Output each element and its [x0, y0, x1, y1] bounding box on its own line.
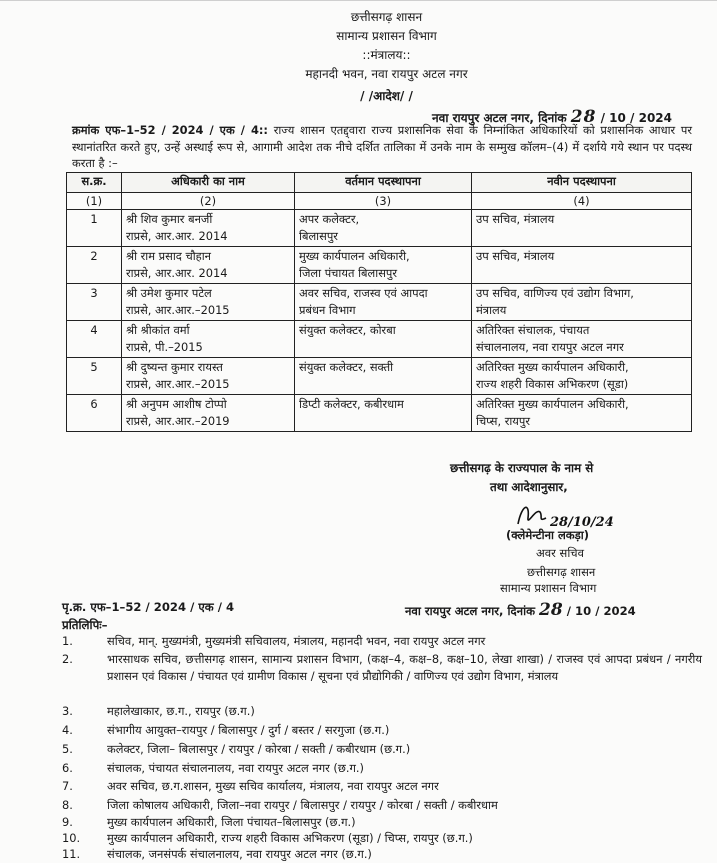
officer-service: राप्रसे, पी.–2015 [126, 340, 203, 354]
header-address: महानदी भवन, नवा रायपुर अटल नगर [305, 67, 468, 81]
serial-cell: 3 [67, 284, 122, 321]
order-body: राज्य शासन एतद्द्वारा राज्य प्रशासनिक सेवा के निम्नांकित अधिकारियों को प्रशासनिक आधार पर स्थानांतरित करते हुए, उन्हें अस्थाई रूप से, आगामी आदेश तक नीचे दर्शित तालिका में उनके नाम के सम्मुख कॉलम–(4) में दर्शाये गये स्थान पर पदस्थ करता है :– [72, 123, 692, 170]
index-cell: (3) [295, 193, 472, 210]
copy-number: 5. [62, 742, 73, 756]
new-post-cell [472, 284, 692, 321]
col-serial-header: स.क्र. [67, 173, 122, 193]
signatory-name: (क्लेमेन्टीना लकड़ा) [506, 528, 589, 542]
governor-line-2: तथा आदेशानुसार, [490, 480, 568, 494]
governor-line-1: छत्तीसगढ़ के राज्यपाल के नाम से [450, 461, 594, 475]
new-post-line: संचालनालय, नवा रायपुर अटल नगर [476, 340, 624, 354]
signatory-designation: अवर सचिव [536, 546, 584, 560]
new-post-cell [472, 210, 692, 247]
endorsement-date-day: 28 [539, 600, 563, 620]
officer-service: राप्रसे, आर.आर.–2015 [126, 377, 230, 391]
current-post-line: संयुक्त कलेक्टर, सक्ती [299, 360, 394, 374]
current-post-cell [295, 395, 472, 432]
officer-cell [122, 284, 295, 321]
copy-text: भारसाधक सचिव, छत्तीसगढ़ शासन, सामान्य प्रशासन विभाग, (कक्ष–4, कक्ष–8, कक्ष–10, लेखा शाखा) / राजस्व एवं आपदा प्रबंधन / नगरीय प्रशासन एवं विकास / पंचायत एवं ग्रामीण विकास / सूचना एवं प्रौद्योगिकी / वाणिज्य एवं उद्योग विभाग, मंत्रालय [107, 652, 702, 683]
copy-text: महालेखाकार, छ.ग., रायपुर (छ.ग.) [107, 704, 255, 718]
new-post-line: राज्य शहरी विकास अभिकरण (सूडा) [476, 377, 629, 391]
header-order-title: / /आदेश/ / [360, 89, 413, 103]
col-current-header: वर्तमान पदस्थापना [295, 173, 472, 193]
endorsement-date-prefix: नवा रायपुर अटल नगर, दिनांक [405, 604, 535, 618]
new-post-line: चिप्स, रायपुर [476, 414, 531, 428]
new-post-line: अतिरिक्त मुख्य कार्यपालन अधिकारी, [476, 360, 629, 374]
serial-cell: 1 [67, 210, 122, 247]
copy-text: संचालक, पंचायत संचालनालय, नवा रायपुर अटल नगर (छ.ग.) [107, 761, 364, 775]
order-date-day: 28 [570, 107, 597, 127]
officer-service: राप्रसे, आर.आर. 2014 [126, 229, 228, 243]
serial-cell: 2 [67, 247, 122, 284]
current-post-cell [295, 321, 472, 358]
current-post-cell [295, 284, 472, 321]
table-index-row [67, 193, 692, 210]
current-post-line: मुख्य कार्यपालन अधिकारी, [299, 249, 410, 263]
endorsement-reference: पृ.क्र. एफ–1–52 / 2024 / एक / 4 [62, 600, 235, 614]
table-row [67, 247, 692, 284]
copy-text: संचालक, जनसंपर्क संचालनालय, नवा रायपुर अटल नगर (छ.ग.) [107, 847, 372, 861]
officer-name: श्री राम प्रसाद चौहान [126, 249, 211, 263]
officer-name: श्री शिव कुमार बनर्जी [126, 212, 213, 226]
new-post-line: मंत्रालय [476, 303, 507, 317]
table-row [67, 321, 692, 358]
order-paragraph [72, 122, 692, 172]
officer-name: श्री उमेश कुमार पटेल [126, 286, 212, 300]
officer-cell [122, 321, 295, 358]
current-post-line: अपर कलेक्टर, [299, 212, 360, 226]
current-post-line: जिला पंचायत बिलासपुर [299, 266, 398, 280]
table-row [67, 395, 692, 432]
new-post-line: अतिरिक्त संचालक, पंचायत [476, 323, 590, 337]
copy-number: 7. [62, 779, 73, 793]
copy-number: 6. [62, 761, 73, 775]
current-post-line: डिप्टी कलेक्टर, कबीरधाम [299, 397, 404, 411]
copy-text: सचिव, मान्. मुख्यमंत्री, मुख्यमंत्री सचिवालय, मंत्रालय, महानदी भवन, नवा रायपुर अटल नगर [107, 634, 486, 648]
current-post-line: प्रबंधन विभाग [299, 303, 356, 317]
officer-service: राप्रसे, आर.आर.–2019 [126, 414, 230, 428]
signature-scribble [512, 498, 632, 532]
copy-text: अवर सचिव, छ.ग.शासन, मुख्य सचिव कार्यालय, मंत्रालय, नवा रायपुर अटल नगर [107, 779, 439, 793]
table-header-row [67, 173, 692, 193]
governor-authority [450, 459, 593, 497]
copy-number: 9. [62, 815, 73, 829]
officer-cell [122, 247, 295, 284]
current-post-cell [295, 358, 472, 395]
order-reference: क्रमांक एफ–1–52 / 2024 / एक / 4:: [72, 123, 268, 137]
officer-service: राप्रसे, आर.आर. 2014 [126, 266, 228, 280]
officer-name: श्री अनुपम आशीष टोप्पो [126, 397, 227, 411]
table-row [67, 284, 692, 321]
top-edge [0, 0, 717, 1]
copy-number: 10. [62, 831, 81, 845]
serial-cell: 6 [67, 395, 122, 432]
new-post-cell [472, 247, 692, 284]
table-row [67, 358, 692, 395]
officer-cell [122, 358, 295, 395]
col-officer-header: अधिकारी का नाम [122, 173, 295, 193]
signatory-department: सामान्य प्रशासन विभाग [500, 581, 597, 595]
new-post-cell [472, 358, 692, 395]
copy-to-label: प्रतिलिपिः– [62, 618, 108, 632]
new-post-line: उप सचिव, वाणिज्य एवं उद्योग विभाग, [476, 286, 634, 300]
current-post-line: अवर सचिव, राजस्व एवं आपदा [299, 286, 428, 300]
col-new-header: नवीन पदस्थापना [472, 173, 692, 193]
signature-date: 28/10/24 [550, 515, 614, 530]
copy-number: 2. [62, 652, 73, 666]
copy-text: कलेक्टर, जिला– बिलासपुर / रायपुर / कोरबा / सक्ती / कबीरधाम (छ.ग.) [107, 742, 411, 756]
header-department: सामान्य प्रशासन विभाग [336, 29, 437, 43]
copy-text: संभागीय आयुक्त–रायपुर / बिलासपुर / दुर्ग / बस्तर / सरगुजा (छ.ग.) [107, 723, 390, 737]
header-state: छत्तीसगढ़ शासन [350, 10, 423, 24]
order-date-rest: / 10 / 2024 [600, 111, 673, 125]
new-post-cell [472, 395, 692, 432]
table-row [67, 210, 692, 247]
transfer-table [66, 172, 692, 432]
index-cell: (2) [122, 193, 295, 210]
header-ministry: ::मंत्रालय:: [362, 48, 411, 62]
index-cell: (4) [472, 193, 692, 210]
officer-name: श्री श्रीकांत वर्मा [126, 323, 190, 337]
new-post-cell [472, 321, 692, 358]
new-post-line: अतिरिक्त मुख्य कार्यपालन अधिकारी, [476, 397, 629, 411]
new-post-line: उप सचिव, मंत्रालय [476, 212, 555, 226]
new-post-line: उप सचिव, मंत्रालय [476, 249, 555, 263]
current-post-cell [295, 247, 472, 284]
serial-cell: 5 [67, 358, 122, 395]
current-post-line: संयुक्त कलेक्टर, कोरबा [299, 323, 396, 337]
officer-name: श्री दुष्यन्त कुमार रायस्त [126, 360, 223, 374]
signatory-org: छत्तीसगढ़ शासन [527, 565, 596, 579]
copy-number: 8. [62, 798, 73, 812]
current-post-cell [295, 210, 472, 247]
officer-cell [122, 210, 295, 247]
endorsement-date [405, 600, 636, 620]
officer-cell [122, 395, 295, 432]
copy-number: 3. [62, 704, 73, 718]
officer-service: राप्रसे, आर.आर.–2015 [126, 303, 230, 317]
copy-number: 11. [62, 847, 81, 861]
copy-number: 1. [62, 634, 73, 648]
endorsement-date-rest: / 10 / 2024 [566, 604, 636, 618]
copy-text: मुख्य कार्यपालन अधिकारी, जिला पंचायत–बिलासपुर (छ.ग.) [107, 815, 356, 829]
serial-cell: 4 [67, 321, 122, 358]
copy-number: 4. [62, 723, 73, 737]
signature-stroke [518, 507, 546, 524]
copy-text: मुख्य कार्यपालन अधिकारी, राज्य शहरी विकास अभिकरण (सूडा) / चिप्स, रायपुर (छ.ग.) [107, 831, 473, 845]
current-post-line: बिलासपुर [299, 229, 338, 243]
index-cell: (1) [67, 193, 122, 210]
order-date-prefix: नवा रायपुर अटल नगर, दिनांक [432, 111, 567, 125]
copy-text: जिला कोषालय अधिकारी, जिला–नवा रायपुर / बिलासपुर / रायपुर / कोरबा / सक्ती / कबीरधाम [107, 798, 498, 812]
